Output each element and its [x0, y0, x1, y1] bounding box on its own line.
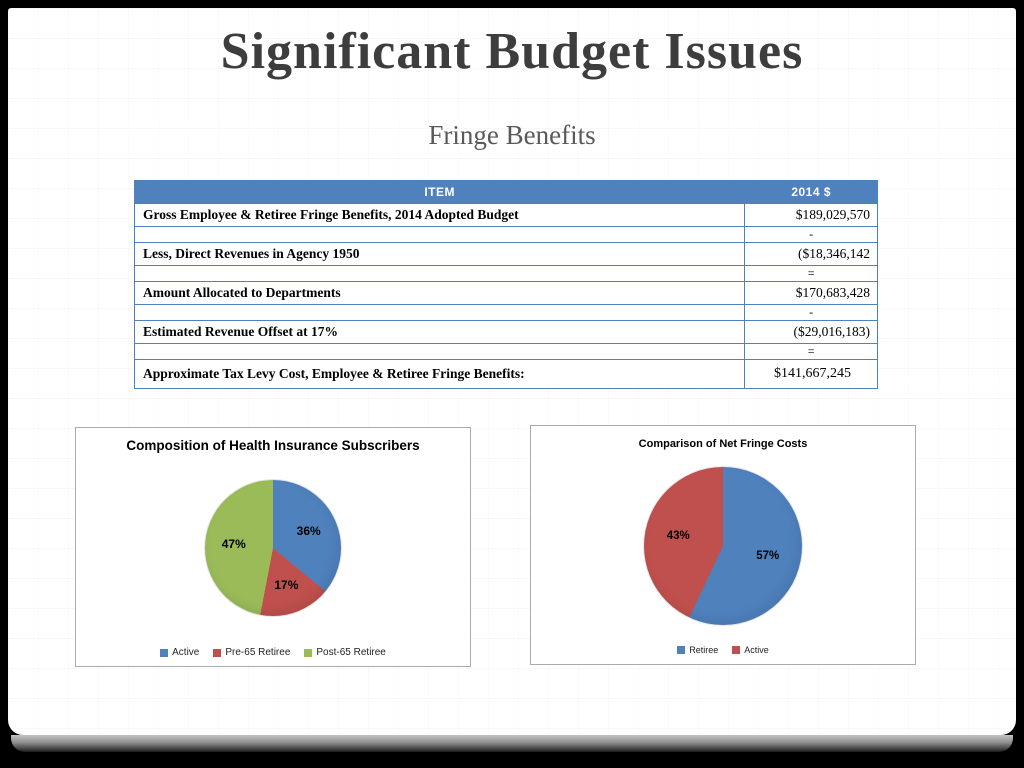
item-cell: Approximate Tax Levy Cost, Employee & Retiree Fringe Benefits: [135, 360, 745, 389]
budget-table-body [135, 204, 878, 389]
pie-slice-label: 36% [296, 524, 321, 539]
value-cell: = [745, 344, 878, 360]
value-cell: ($29,016,183) [745, 321, 878, 344]
item-cell: Amount Allocated to Departments [135, 282, 745, 305]
value-cell: - [745, 227, 878, 243]
legend-label: Retiree [689, 645, 719, 655]
table-row [135, 321, 878, 344]
chart-net-fringe-costs [530, 425, 916, 665]
pie-chart [644, 467, 802, 625]
legend-item [304, 647, 385, 658]
value-cell: ($18,346,142 [745, 243, 878, 266]
legend-swatch [160, 649, 168, 657]
legend-label: Active [744, 645, 769, 655]
item-cell [135, 344, 745, 360]
table-row [135, 344, 878, 360]
pie-slice-label: 57% [756, 549, 780, 562]
table-row [135, 227, 878, 243]
table-row [135, 282, 878, 305]
legend-swatch [213, 649, 221, 657]
chart-title: Composition of Health Insurance Subscribers [126, 438, 420, 453]
item-cell: Estimated Revenue Offset at 17% [135, 321, 745, 344]
value-cell: = [745, 266, 878, 282]
pie-slice-label: 47% [221, 537, 246, 552]
value-cell: $189,029,570 [745, 204, 878, 227]
legend-item [160, 647, 199, 658]
chart-health-insurance-subscribers [75, 427, 471, 667]
chart-legend [76, 647, 470, 658]
value-cell: $141,667,245 [745, 360, 878, 389]
pie-slice-label: 17% [274, 578, 299, 593]
legend-label: Pre-65 Retiree [225, 647, 291, 658]
legend-item [677, 645, 718, 655]
chart-legend [531, 645, 915, 655]
table-row [135, 243, 878, 266]
legend-label: Active [172, 647, 200, 658]
legend-label: Post-65 Retiree [316, 647, 386, 658]
page-subtitle: Fringe Benefits [428, 120, 596, 150]
item-cell [135, 305, 745, 321]
fringe-benefits-table [134, 180, 878, 389]
table-header [135, 181, 878, 204]
legend-swatch [732, 646, 740, 654]
value-column-header: 2014 $ [745, 181, 878, 204]
table-row [135, 204, 878, 227]
item-cell: Gross Employee & Retiree Fringe Benefits, 2014 Adopted Budget [135, 204, 745, 227]
pie-slice-label: 43% [666, 530, 690, 542]
item-column-header: ITEM [135, 181, 745, 204]
table-row [135, 266, 878, 282]
table-row [135, 305, 878, 321]
pie-chart [205, 480, 341, 616]
table-header-row [135, 181, 878, 204]
page-title: Significant Budget Issues [220, 23, 804, 80]
item-cell [135, 227, 745, 243]
slide-bottom-shadow [11, 735, 1013, 752]
legend-item [213, 647, 290, 658]
legend-swatch [677, 646, 685, 654]
item-cell [135, 266, 745, 282]
slide [8, 8, 1016, 735]
legend-item [732, 645, 769, 655]
table-row [135, 360, 878, 389]
value-cell: $170,683,428 [745, 282, 878, 305]
chart-title: Comparison of Net Fringe Costs [638, 438, 808, 450]
legend-swatch [304, 649, 312, 657]
value-cell: - [745, 305, 878, 321]
item-cell: Less, Direct Revenues in Agency 1950 [135, 243, 745, 266]
